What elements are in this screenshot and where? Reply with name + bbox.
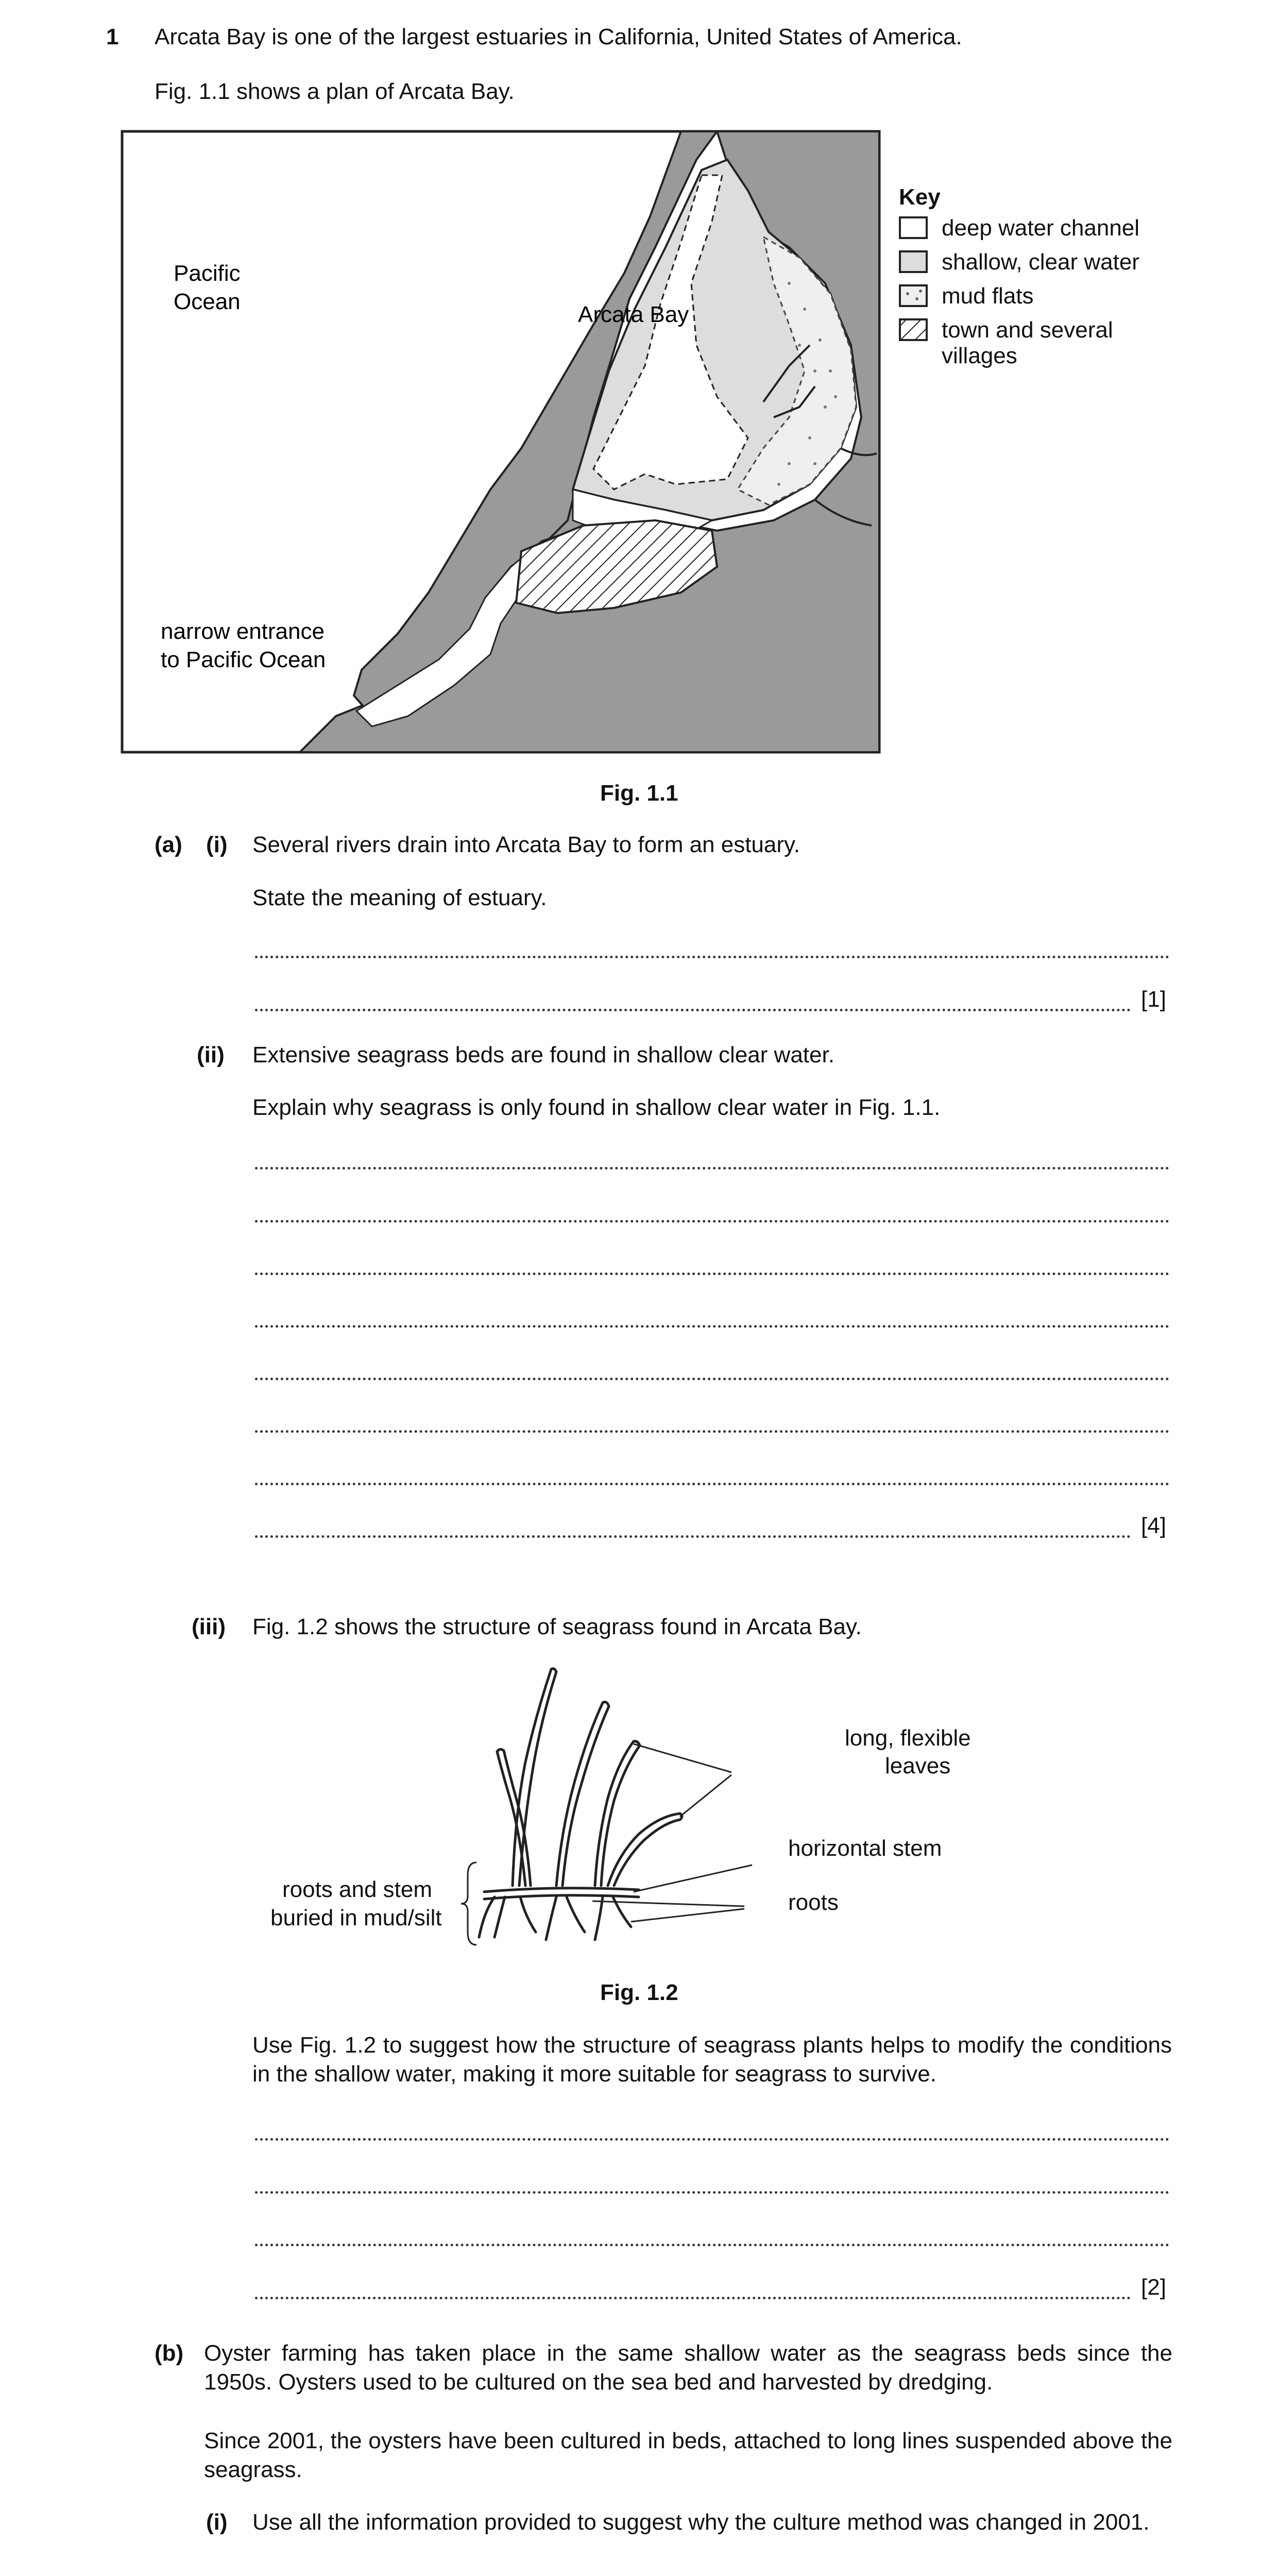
fig12-label-stem: horizontal stem [788, 1836, 942, 1861]
answer-line[interactable] [255, 1430, 1169, 1433]
map-label-pacific-1: Pacific [174, 261, 241, 286]
answer-line[interactable] [255, 1009, 1131, 1011]
answer-line[interactable] [255, 1220, 1169, 1223]
answer-line[interactable] [255, 1483, 1169, 1485]
map-key-item-1: deep water channel [942, 215, 1140, 241]
map-key-item-3: mud flats [942, 283, 1034, 309]
map-label-entrance-1: narrow entrance [161, 619, 325, 644]
part-a-ii-text: Extensive seagrass beds are found in shallow clear water. [252, 1042, 834, 1067]
part-a-i-label: (i) [206, 832, 228, 857]
map-key-item-2: shallow, clear water [942, 249, 1139, 275]
fig12-brace [458, 1860, 479, 1947]
part-a-ii-label: (ii) [197, 1042, 225, 1067]
part-b-i-label: (i) [206, 2510, 228, 2535]
fig11-caption: Fig. 1.1 [600, 781, 678, 806]
fig12-label-buried-1: roots and stem [282, 1877, 433, 1902]
answer-line[interactable] [255, 1535, 1131, 1538]
part-a-iii-text: Fig. 1.2 shows the structure of seagrass found in Arcata Bay. [252, 1614, 862, 1639]
arcata-bay-map [120, 129, 882, 755]
fig12-label-leaves-2: leaves [885, 1753, 951, 1778]
answer-line[interactable] [255, 2191, 1169, 2194]
question-intro: Arcata Bay is one of the largest estuaries in California, United States of America. [155, 24, 962, 49]
part-a-i-text: Several rivers drain into Arcata Bay to form an estuary. [252, 832, 800, 857]
seagrass-structure-diagram [464, 1659, 834, 1958]
part-b-i-text: Use all the information provided to suggest why the culture method was changed in 2001. [252, 2510, 1150, 2535]
part-a-ii-prompt: Explain why seagrass is only found in shallow clear water in Fig. 1.1. [252, 1095, 941, 1120]
map-label-bay: Arcata Bay [578, 302, 689, 327]
fig12-label-buried-2: buried in mud/silt [270, 1905, 442, 1930]
map-key-item-4: town and several [942, 317, 1113, 343]
marks-a-iii: [2] [1141, 2275, 1166, 2300]
answer-line[interactable] [255, 1378, 1169, 1380]
answer-line[interactable] [255, 1167, 1169, 1170]
map-key-swatches [897, 211, 933, 345]
answer-line[interactable] [255, 1273, 1169, 1275]
part-b-para-2: Since 2001, the oysters have been cultured in beds, attached to long lines suspended above the seagrass. [204, 2428, 1172, 2483]
answer-line[interactable] [255, 2244, 1169, 2246]
part-a-iii-prompt: Use Fig. 1.2 to suggest how the structure of seagrass plants helps to modify the conditions in the shallow water, making it more suitable for seagrass to survive. [252, 2032, 1172, 2087]
marks-a-ii: [4] [1141, 1513, 1166, 1538]
fig12-label-leaves-1: long, flexible [845, 1725, 971, 1751]
answer-line[interactable] [255, 2138, 1169, 2141]
part-b-para-1: Oyster farming has taken place in the same shallow water as the seagrass beds since the 1950s. Oysters used to be cultured on the sea bed and harvested by dredging. [204, 2341, 1172, 2395]
fig12-label-roots: roots [788, 1890, 839, 1915]
marks-a-i: [1] [1141, 987, 1166, 1012]
part-b-label: (b) [155, 2341, 184, 2366]
fig12-caption: Fig. 1.2 [600, 1980, 678, 2005]
answer-line[interactable] [255, 956, 1169, 958]
answer-line[interactable] [255, 2297, 1131, 2299]
map-label-entrance-2: to Pacific Ocean [161, 647, 326, 672]
part-a-i-prompt: State the meaning of estuary. [252, 885, 547, 910]
question-number: 1 [106, 24, 119, 49]
map-key-title: Key [899, 184, 941, 210]
answer-line[interactable] [255, 1325, 1169, 1328]
part-a-iii-label: (iii) [192, 1614, 226, 1639]
fig11-reference: Fig. 1.1 shows a plan of Arcata Bay. [155, 79, 515, 104]
map-label-pacific-2: Ocean [174, 289, 241, 314]
map-key-item-5: villages [942, 343, 1017, 368]
part-a-label: (a) [155, 832, 182, 857]
